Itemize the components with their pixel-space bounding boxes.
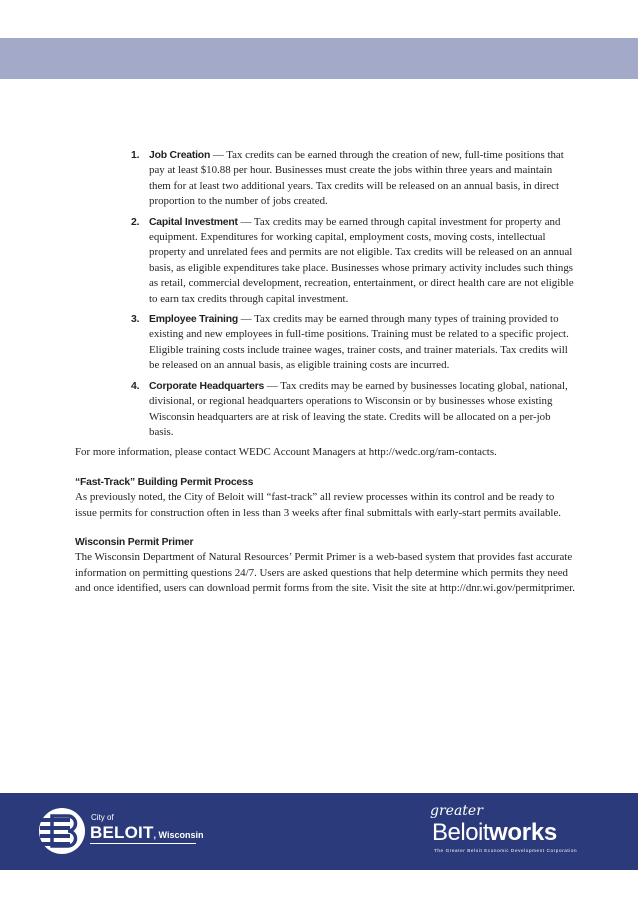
permit-primer-section: [75, 535, 575, 597]
list-item: [75, 379, 575, 441]
list-item: [75, 215, 575, 307]
item-body: — Tax credits may be earned by businesses locating global, national, divisional, or regional headquarters operations to Wisconsin or by businesses whose existing Wisconsin headquarters are at risk of leaving the state. Credits will be allocated on a per-job basis.: [149, 379, 568, 438]
logo-greater: greater: [430, 803, 483, 819]
item-body: — Tax credits may be earned through capital investment for property and equipment. Expenditures for working capital, employment costs, moving costs, intellectual property and unrelated fees and permits are not eligible. Tax credits will be released on an annual basis, as eligible expenditures take place. Businesses whose primary activity includes such things as retail, commercial development, recreation, entertainment, or direct health care are not eligible to earn tax credits through capital investment.: [149, 215, 574, 305]
item-heading: Capital Investment: [149, 216, 238, 228]
section-heading: “Fast-Track” Building Permit Process: [75, 476, 254, 488]
item-heading: Job Creation: [149, 150, 211, 161]
section-heading: Wisconsin Permit Primer: [75, 536, 194, 548]
item-number: 3.: [131, 314, 140, 326]
section-body: The Wisconsin Department of Natural Resources’ Permit Primer is a web-based system that provides fast accurate information on permitting questions 24/7. Users are asked questions that help determine which permits they need and once identified, users can download permit forms from the site. Visit the site at http://dnr.wi.gov/permitprimer.: [75, 551, 576, 595]
logo-city-name: BELOIT, Wisconsin: [90, 823, 204, 842]
logo-beloit-works: Beloitworks: [432, 819, 557, 846]
logo-tagline: The Greater Beloit Economic Development Corporation: [434, 848, 578, 853]
list-item: [75, 148, 575, 210]
section-body: As previously noted, the City of Beloit will “fast-track” all review processes within its control and be ready to issue permits for construction often in less than 3 weeks after final submittals with early-start permits available.: [75, 491, 562, 519]
incentive-list: [75, 148, 575, 440]
logo-underline: [90, 843, 196, 844]
list-item: [75, 312, 575, 374]
item-number: 2.: [131, 216, 140, 228]
fast-track-section: [75, 475, 575, 521]
logo-city-of: City of: [91, 813, 114, 822]
logo-state: , Wisconsin: [153, 830, 204, 840]
item-heading: Corporate Headquarters: [149, 380, 265, 392]
footer-band: [0, 793, 638, 870]
item-heading: Employee Training: [149, 314, 238, 326]
more-info-text: For more information, please contact WEDC Account Managers at http://wedc.org/ram-contacts.: [75, 446, 497, 459]
page-content: [75, 148, 575, 597]
item-body: — Tax credits may be earned through many types of training provided to existing and new employees in full-time positions. Training must be related to a specific project. Eligible training costs include trainee wages, trainer costs, and trainer materials. Tax credits will be released on an annual basis, as eligible training costs are incurred.: [149, 313, 569, 372]
city-of-beloit-logo: [38, 805, 208, 857]
item-body: — Tax credits can be earned through the creation of new, full-time positions that pay at least $10.88 per hour. Businesses must create the jobs within three years and maintain them for at least two additional years. Tax credits will be released on an annual basis, in direct proportion to the number of jobs created.: [149, 149, 564, 208]
beloit-b-icon: [38, 807, 86, 855]
item-number: 1.: [131, 150, 140, 161]
greater-beloit-works-logo: [428, 801, 603, 861]
header-band: [0, 38, 638, 79]
item-number: 4.: [131, 380, 140, 392]
